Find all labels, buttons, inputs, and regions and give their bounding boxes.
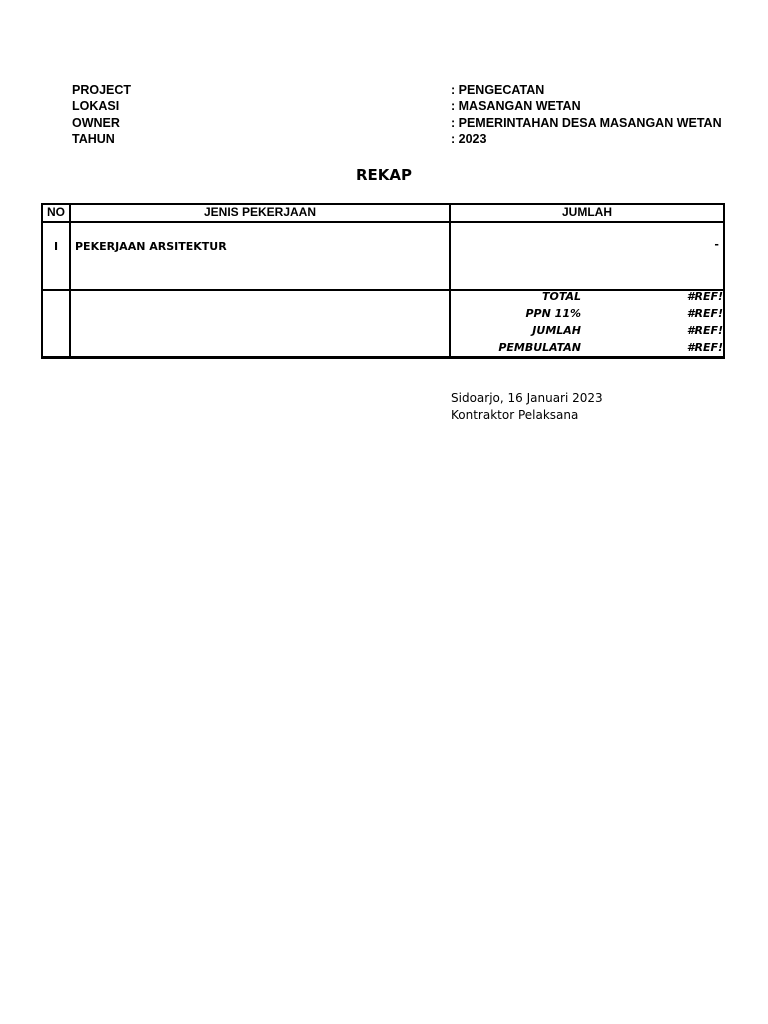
page-title: REKAP [355, 166, 413, 184]
header-divider [41, 221, 725, 223]
col-divider-jenis [449, 203, 451, 359]
row-no: I [53, 240, 59, 253]
tahun-label: TAHUN [72, 132, 115, 146]
rekap-table [41, 203, 725, 359]
lokasi-label: LOKASI [72, 99, 120, 113]
header-jumlah: JUMLAH [562, 205, 612, 219]
table-border-left [41, 203, 43, 359]
lokasi-value: : MASANGAN WETAN [451, 99, 581, 113]
signer-role: Kontraktor Pelaksana [451, 408, 579, 422]
col-divider-no [69, 203, 71, 359]
summary-label: PPN 11% [525, 307, 581, 320]
summary-value: #REF! [686, 324, 723, 337]
header-jenis-pekerjaan: JENIS PEKERJAAN [203, 205, 317, 219]
summary-label: TOTAL [541, 290, 581, 303]
table-border-bottom [41, 356, 725, 359]
header-no: NO [47, 205, 65, 219]
owner-value: : PEMERINTAHAN DESA MASANGAN WETAN [451, 116, 722, 130]
summary-value: #REF! [686, 290, 723, 303]
place-date: Sidoarjo, 16 Januari 2023 [451, 391, 603, 405]
table-border-right [723, 203, 725, 359]
summary-label: JUMLAH [532, 324, 581, 337]
row-jenis: PEKERJAAN ARSITEKTUR [75, 240, 227, 253]
row-jumlah: - [714, 238, 719, 251]
summary-value: #REF! [686, 307, 723, 320]
project-label: PROJECT [72, 83, 132, 97]
project-value: : PENGECATAN [451, 83, 545, 97]
summary-label: PEMBULATAN [498, 341, 581, 354]
row-divider [41, 289, 725, 291]
summary-value: #REF! [686, 341, 723, 354]
tahun-value: : 2023 [451, 132, 487, 146]
owner-label: OWNER [72, 116, 120, 130]
